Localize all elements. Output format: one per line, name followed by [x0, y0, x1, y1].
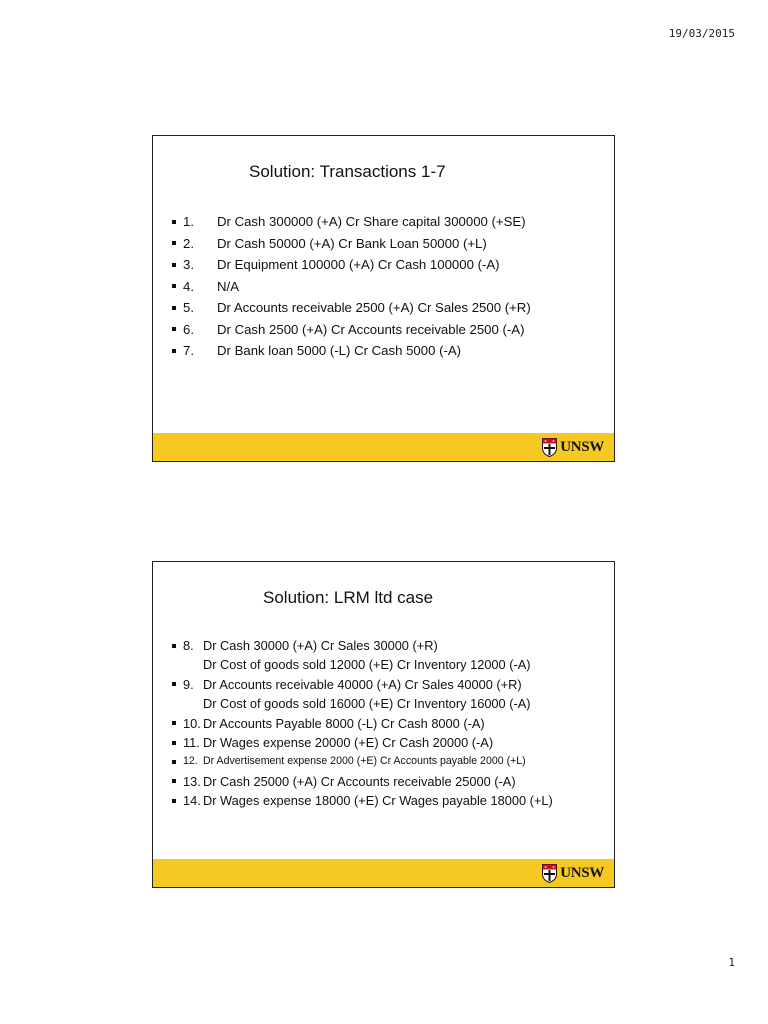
slide-footer-bar	[153, 433, 614, 461]
item-number: 9.	[183, 676, 194, 692]
item-number: 4.	[183, 278, 194, 294]
item-text: Dr Wages expense 18000 (+E) Cr Wages payable 18000 (+L)	[203, 793, 553, 809]
unsw-crest-icon	[542, 864, 557, 883]
item-number: 10.	[183, 715, 201, 731]
item-text: Dr Accounts receivable 40000 (+A) Cr Sales 40000 (+R)	[203, 676, 522, 692]
square-bullet-icon	[172, 327, 176, 331]
slide-lrm-case	[152, 561, 615, 888]
square-bullet-icon	[172, 263, 176, 267]
list-item	[153, 211, 614, 233]
item-text: Dr Accounts Payable 8000 (-L) Cr Cash 8000 (-A)	[203, 715, 485, 731]
square-bullet-icon	[172, 349, 176, 353]
item-number: 14.	[183, 793, 201, 809]
transaction-list	[153, 211, 614, 362]
list-item	[153, 791, 614, 810]
item-text: Dr Cash 2500 (+A) Cr Accounts receivable 2500 (-A)	[217, 321, 525, 337]
item-text: Dr Cash 50000 (+A) Cr Bank Loan 50000 (+L)	[217, 235, 487, 251]
square-bullet-icon	[172, 721, 176, 725]
item-text: Dr Cash 300000 (+A) Cr Share capital 300000 (+SE)	[217, 214, 526, 229]
item-number: 3.	[183, 257, 194, 272]
square-bullet-icon	[172, 220, 176, 224]
list-item	[153, 675, 614, 694]
list-item-continuation	[153, 694, 614, 713]
square-bullet-icon	[172, 760, 176, 764]
unsw-logo	[542, 436, 604, 458]
logo-text: UNSW	[560, 438, 604, 455]
page-number: 1	[728, 956, 735, 969]
item-number: 5.	[183, 300, 194, 315]
item-text: Dr Bank loan 5000 (-L) Cr Cash 5000 (-A)	[217, 343, 462, 358]
item-text: Dr Wages expense 20000 (+E) Cr Cash 20000 (-A)	[203, 734, 494, 750]
square-bullet-icon	[172, 799, 176, 803]
item-text: Dr Equipment 100000 (+A) Cr Cash 100000 (-A)	[217, 257, 500, 272]
square-bullet-icon	[172, 284, 176, 288]
list-item	[153, 254, 614, 276]
item-text: Dr Cost of goods sold 12000 (+E) Cr Inventory 12000 (-A)	[203, 657, 531, 673]
square-bullet-icon	[172, 306, 176, 310]
list-item	[153, 233, 614, 255]
square-bullet-icon	[172, 741, 176, 745]
item-number: 7.	[183, 343, 194, 358]
slide-title: Solution: LRM ltd case	[263, 588, 434, 607]
item-number: 11.	[183, 734, 200, 750]
item-text: Dr Cash 25000 (+A) Cr Accounts receivable 25000 (-A)	[203, 773, 516, 789]
list-item	[153, 636, 614, 655]
list-item	[153, 752, 614, 771]
square-bullet-icon	[172, 241, 176, 245]
list-item	[153, 276, 614, 298]
item-text: Dr Cash 30000 (+A) Cr Sales 30000 (+R)	[203, 638, 438, 653]
unsw-crest-icon	[542, 438, 557, 457]
unsw-logo	[542, 862, 604, 884]
item-number: 8.	[183, 638, 194, 653]
list-item	[153, 772, 614, 791]
list-item	[153, 319, 614, 341]
item-number: 13.	[183, 773, 201, 789]
square-bullet-icon	[172, 682, 176, 686]
item-text: Dr Cost of goods sold 16000 (+E) Cr Inventory 16000 (-A)	[203, 696, 531, 712]
square-bullet-icon	[172, 644, 176, 648]
item-text: N/A	[217, 278, 239, 294]
handout-date: 19/03/2015	[668, 27, 735, 40]
slide-footer-bar	[153, 859, 614, 887]
item-number: 2.	[183, 235, 194, 251]
list-item	[153, 733, 614, 752]
item-number: 6.	[183, 321, 194, 337]
item-text: Dr Advertisement expense 2000 (+E) Cr Accounts payable 2000 (+L)	[203, 755, 526, 768]
logo-text: UNSW	[560, 864, 604, 881]
list-item	[153, 340, 614, 362]
item-number: 1.	[183, 214, 194, 229]
list-item	[153, 714, 614, 733]
square-bullet-icon	[172, 779, 176, 783]
item-number: 12.	[183, 755, 198, 768]
slide-transactions	[152, 135, 615, 462]
list-item	[153, 297, 614, 319]
slide-title: Solution: Transactions 1-7	[249, 162, 446, 181]
item-text: Dr Accounts receivable 2500 (+A) Cr Sales 2500 (+R)	[217, 300, 531, 315]
transaction-list	[153, 636, 614, 811]
list-item-continuation	[153, 655, 614, 674]
